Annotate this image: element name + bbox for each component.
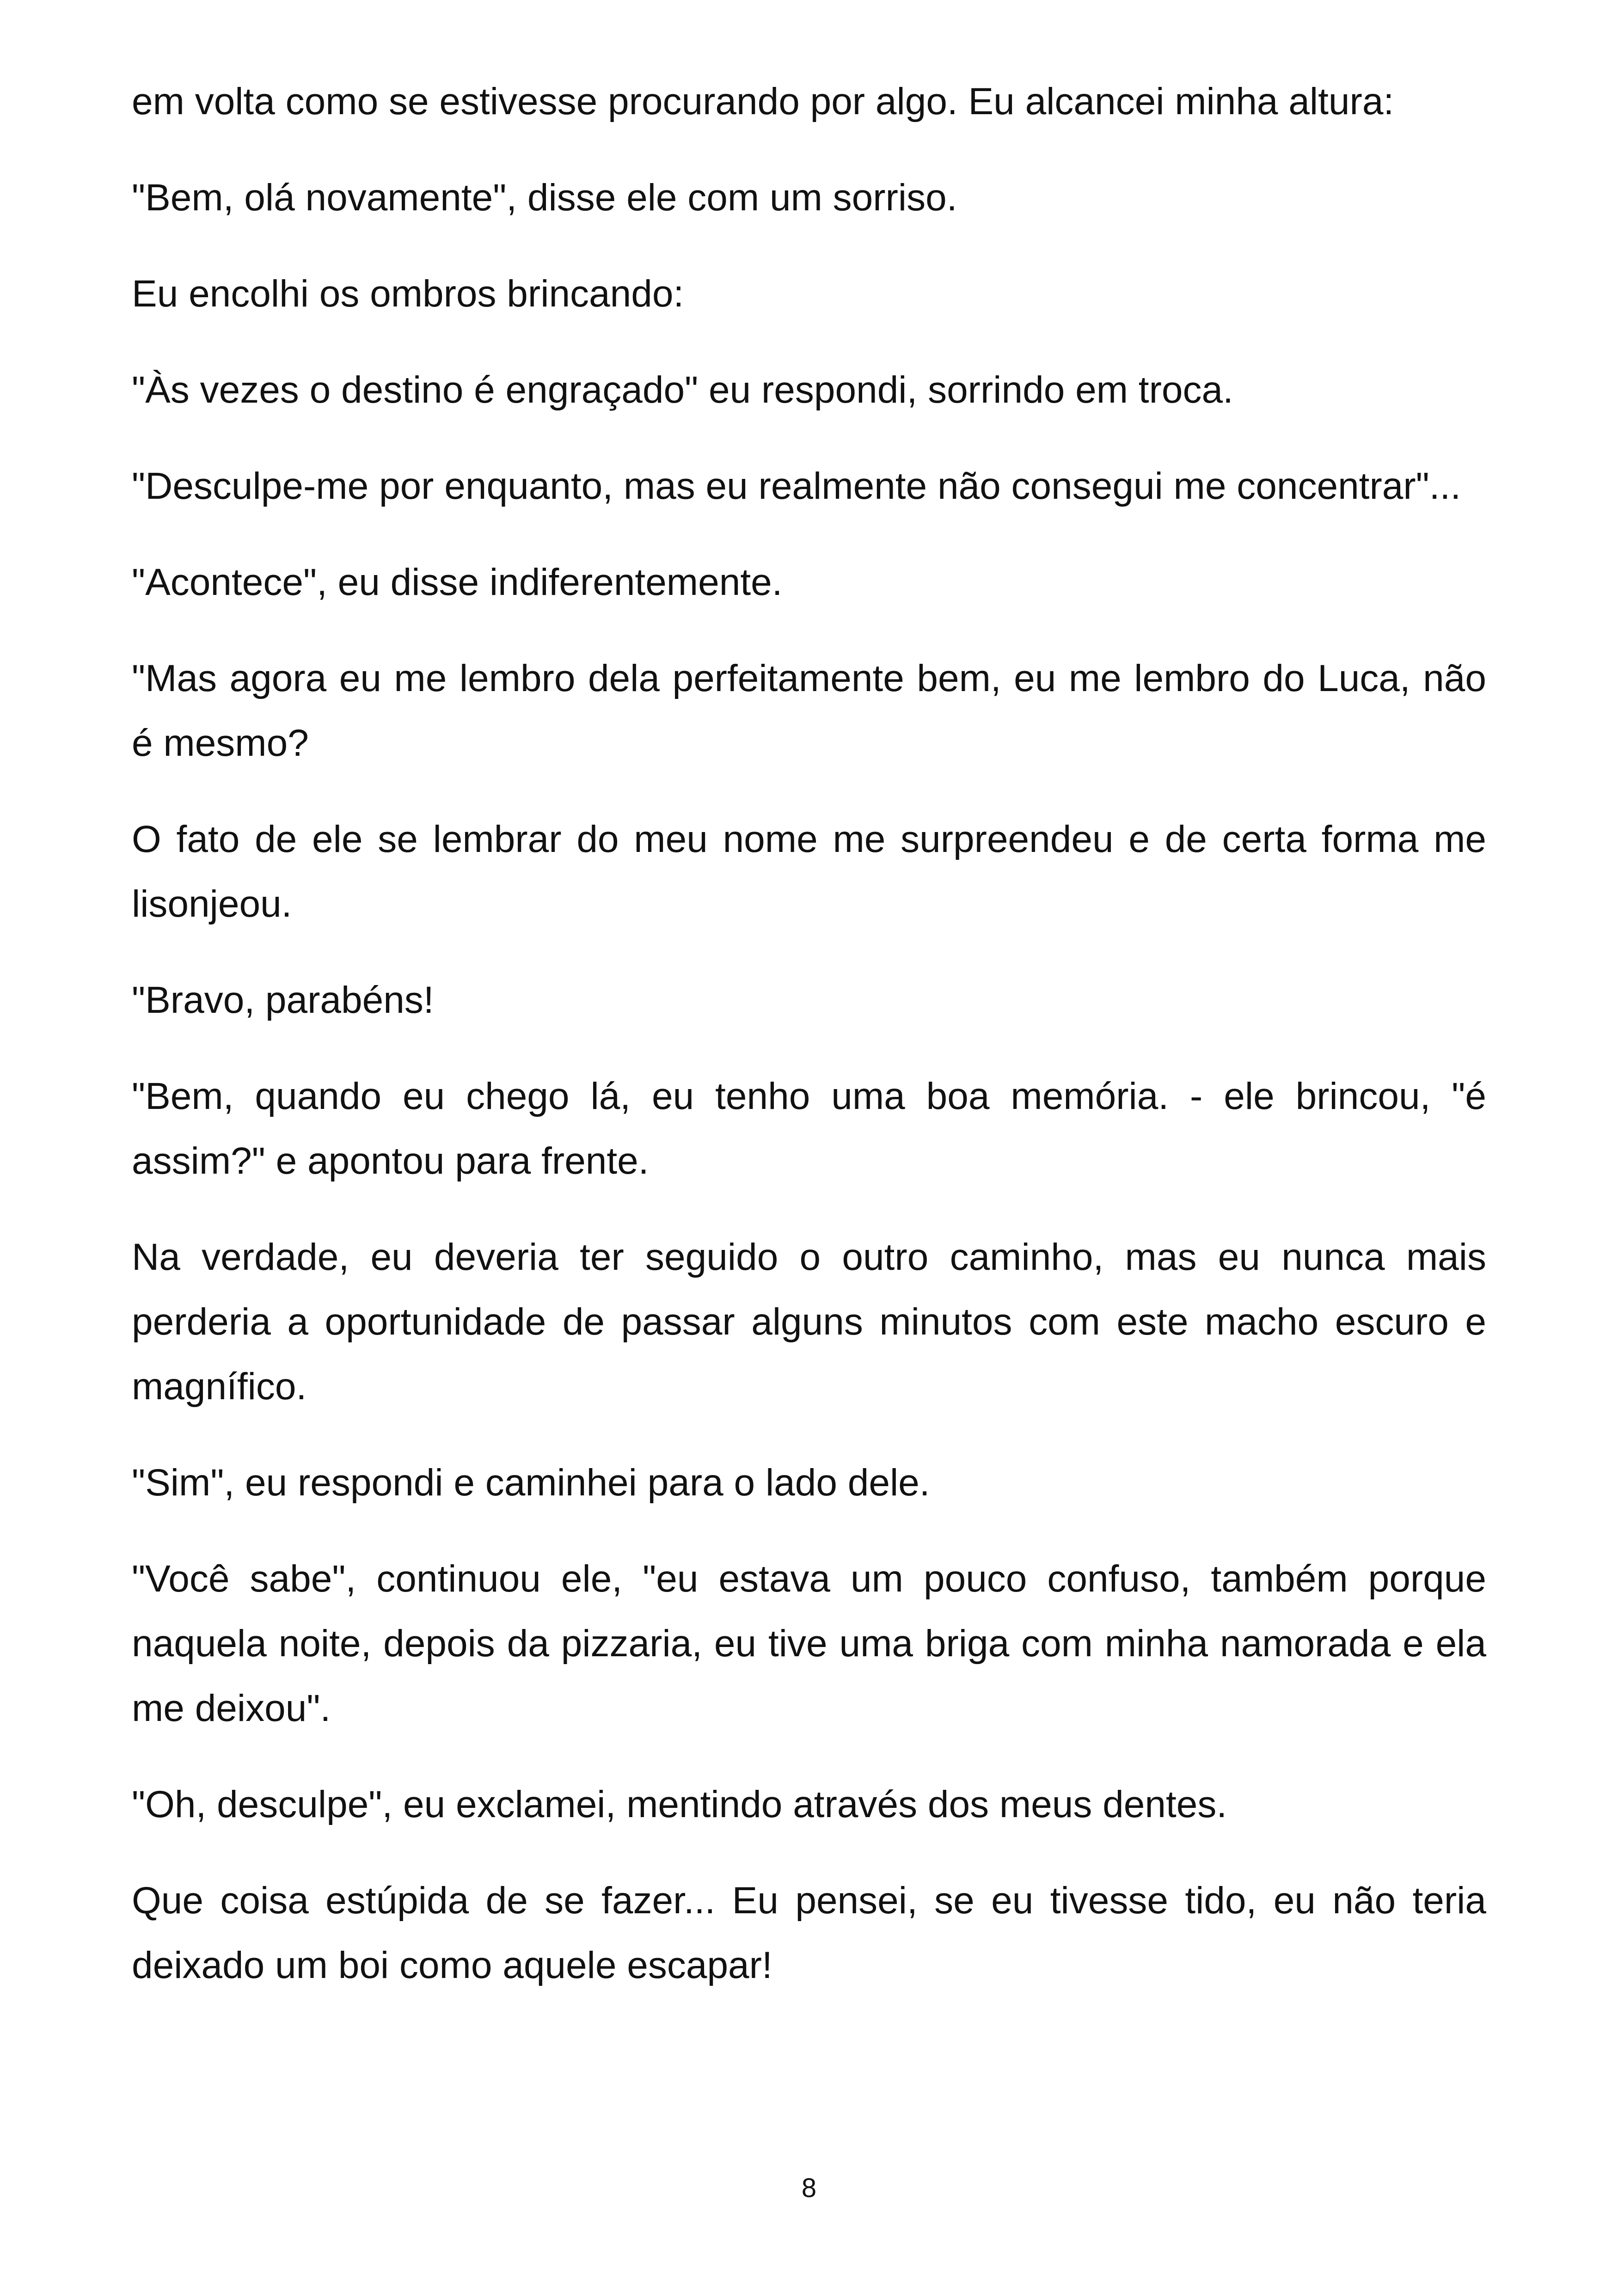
paragraph-7: "Mas agora eu me lembro dela perfeitamente bem, eu me lembro do Luca, não é mesmo? [132, 657, 1486, 764]
paragraph-11: Na verdade, eu deveria ter seguido o outro caminho, mas eu nunca mais perderia a oportunidade de passar alguns minutos com este macho escuro e magnífico. [132, 1236, 1486, 1408]
paragraph-9: "Bravo, parabéns! [132, 979, 434, 1021]
page-text-body [132, 69, 1486, 2029]
paragraph-6: "Acontece", eu disse indiferentemente. [132, 561, 783, 603]
paragraph-3: Eu encolhi os ombros brincando: [132, 273, 684, 315]
paragraph-10: "Bem, quando eu chego lá, eu tenho uma boa memória. - ele brincou, "é assim?" e apontou para frente. [132, 1075, 1486, 1182]
paragraph-5: "Desculpe-me por enquanto, mas eu realmente não consegui me concentrar"... [132, 465, 1461, 507]
paragraph-13: "Você sabe", continuou ele, "eu estava um pouco confuso, também porque naquela noite, depois da pizzaria, eu tive uma briga com minha namorada e ela me deixou". [132, 1558, 1486, 1729]
paragraph-8: O fato de ele se lembrar do meu nome me surpreendeu e de certa forma me lisonjeou. [132, 818, 1486, 925]
paragraph-1: em volta como se estivesse procurando por algo. Eu alcancei minha altura: [132, 80, 1394, 122]
paragraph-2: "Bem, olá novamente", disse ele com um sorriso. [132, 177, 957, 219]
paragraph-14: "Oh, desculpe", eu exclamei, mentindo através dos meus dentes. [132, 1783, 1227, 1825]
page-number: 8 [801, 2173, 817, 2203]
paragraph-15: Que coisa estúpida de se fazer... Eu pensei, se eu tivesse tido, eu não teria deixado um boi como aquele escapar! [132, 1880, 1486, 1986]
paragraph-4: "Às vezes o destino é engraçado" eu respondi, sorrindo em troca. [132, 369, 1233, 411]
paragraph-12: "Sim", eu respondi e caminhei para o lado dele. [132, 1462, 930, 1504]
